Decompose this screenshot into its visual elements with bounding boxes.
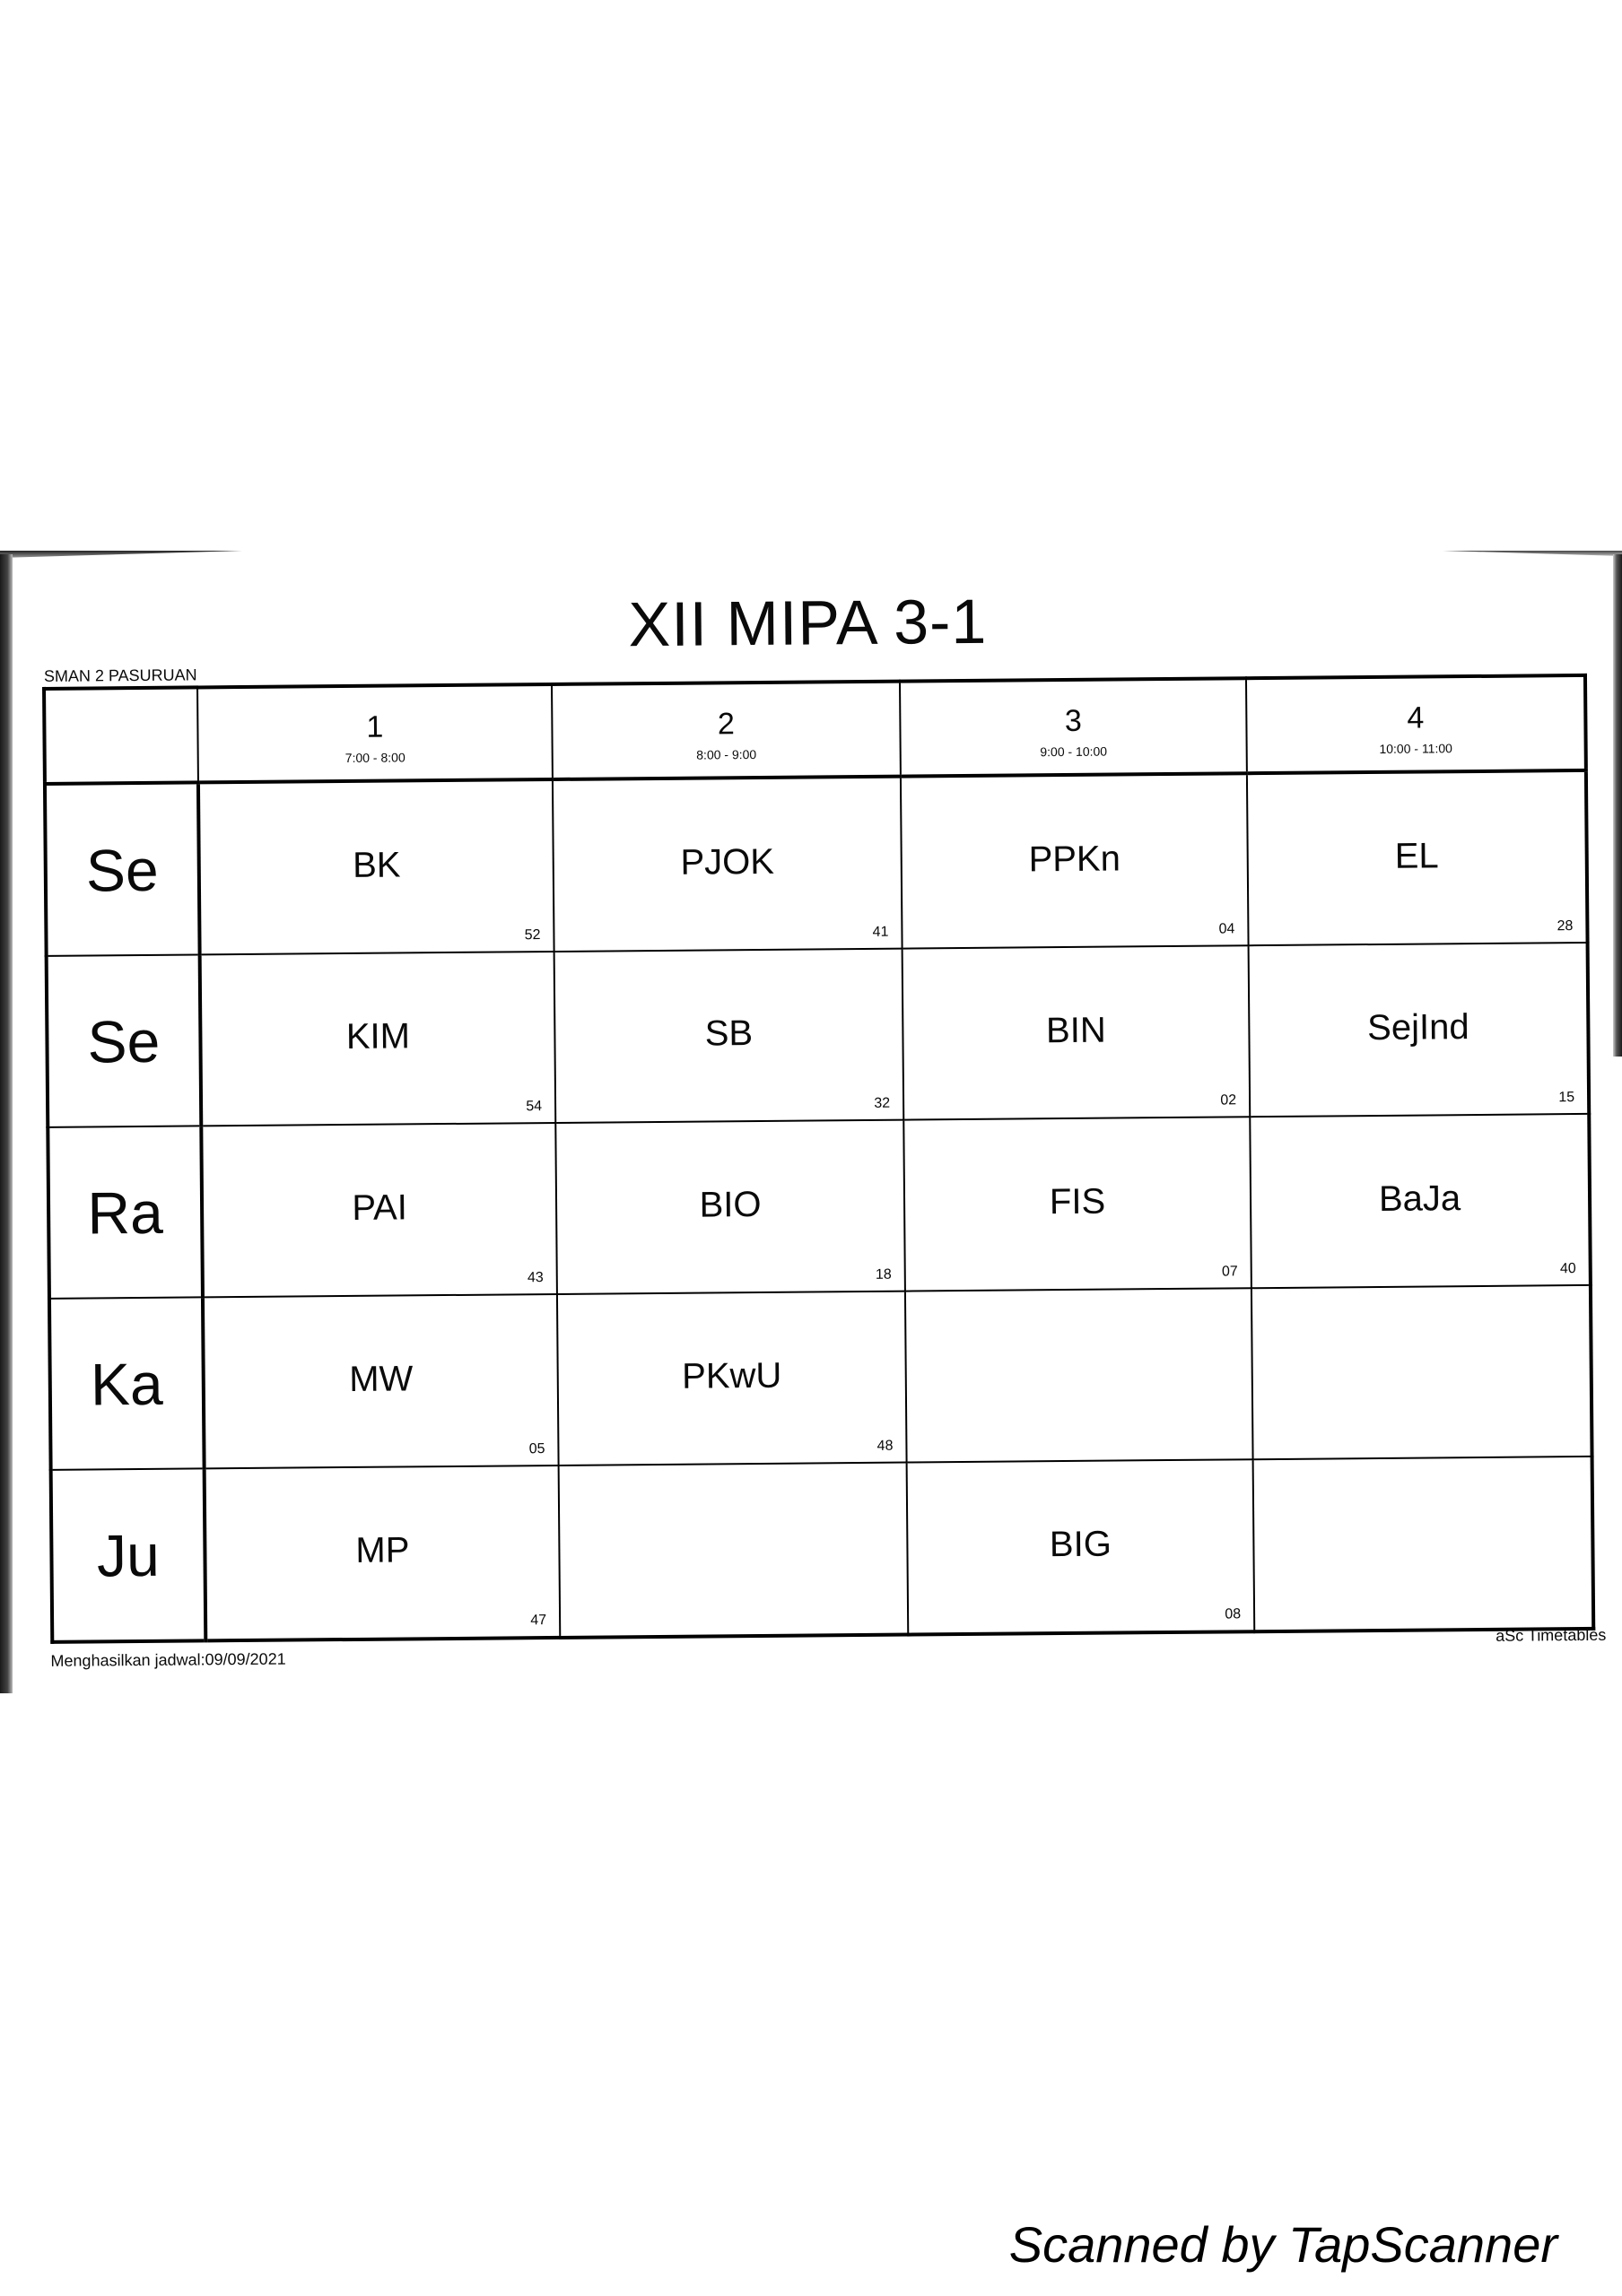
scanner-watermark: Scanned by TapScanner	[1008, 2216, 1557, 2273]
lesson-room: 18	[875, 1266, 892, 1283]
lesson-cell	[903, 945, 1251, 1119]
period-number: 3	[1064, 703, 1083, 738]
period-time: 8:00 - 9:00	[696, 746, 757, 762]
lesson-cell	[1247, 770, 1588, 945]
scan-edge-shadow	[1443, 551, 1622, 556]
period-number: 4	[1407, 700, 1425, 735]
generated-date: Menghasilkan jadwal:09/09/2021	[50, 1649, 286, 1670]
period-header	[197, 684, 553, 782]
lesson-room: 15	[1558, 1090, 1575, 1106]
day-label: Se	[45, 782, 200, 955]
lesson-subject: BIO	[699, 1184, 762, 1225]
lesson-subject	[907, 1352, 1251, 1354]
lesson-subject: PJOK	[680, 841, 775, 883]
day-row	[49, 1285, 1592, 1470]
lesson-cell	[901, 773, 1249, 948]
lesson-room: 08	[1225, 1606, 1242, 1622]
lesson-cell	[557, 1292, 907, 1465]
day-row	[48, 1114, 1591, 1299]
day-row	[51, 1457, 1594, 1642]
software-credit: aSc Timetables	[1496, 1625, 1607, 1645]
lesson-cell	[1249, 943, 1590, 1117]
lesson-cell	[905, 1288, 1253, 1462]
lesson-room: 48	[876, 1438, 894, 1454]
lesson-cell	[554, 949, 904, 1123]
scan-edge-shadow	[0, 554, 13, 1693]
lesson-room: 52	[524, 927, 541, 944]
lesson-subject	[560, 1526, 906, 1529]
period-time: 7:00 - 8:00	[344, 750, 406, 765]
lesson-subject: MP	[355, 1530, 410, 1570]
lesson-cell	[559, 1463, 909, 1638]
day-label: Se	[47, 954, 202, 1126]
period-number: 2	[717, 707, 736, 742]
lesson-subject: BK	[352, 845, 401, 885]
lesson-cell	[205, 1465, 561, 1640]
lesson-subject: BIN	[1045, 1010, 1106, 1051]
lesson-cell	[553, 777, 903, 952]
period-header	[900, 678, 1247, 776]
lesson-room: 40	[1559, 1261, 1576, 1277]
day-row	[45, 770, 1588, 956]
lesson-room: 47	[530, 1613, 547, 1629]
lesson-room: 02	[1220, 1092, 1237, 1109]
lesson-subject: FIS	[1049, 1181, 1106, 1222]
timetable-grid	[42, 674, 1595, 1644]
lesson-room: 32	[874, 1095, 891, 1111]
lesson-subject: BaJa	[1378, 1178, 1461, 1219]
period-header-row	[44, 675, 1586, 784]
lesson-room: 04	[1218, 921, 1235, 937]
corner-cell	[44, 687, 198, 783]
lesson-subject	[1254, 1520, 1591, 1523]
day-label: Ra	[48, 1126, 203, 1298]
timetable-sheet	[36, 570, 1622, 1686]
lesson-subject: PPKn	[1028, 839, 1121, 880]
lesson-room: 41	[872, 924, 889, 940]
lesson-cell	[903, 1117, 1251, 1291]
lesson-cell	[907, 1459, 1255, 1634]
day-label: Ka	[49, 1297, 205, 1469]
day-row	[47, 943, 1590, 1127]
period-time: 9:00 - 10:00	[1040, 744, 1108, 760]
lesson-cell	[203, 1294, 559, 1468]
lesson-subject: SejInd	[1366, 1007, 1469, 1048]
lesson-subject: PKwU	[681, 1355, 782, 1396]
day-label: Ju	[51, 1468, 206, 1641]
scan-edge-shadow	[0, 551, 242, 558]
lesson-cell	[201, 1123, 557, 1297]
period-time: 10:00 - 11:00	[1379, 741, 1452, 756]
lesson-room: 54	[526, 1099, 543, 1115]
lesson-subject: BIG	[1049, 1524, 1112, 1565]
lesson-subject: MW	[349, 1359, 414, 1399]
lesson-cell	[1253, 1457, 1594, 1631]
lesson-cell	[1250, 1114, 1591, 1288]
lesson-subject: KIM	[345, 1016, 411, 1057]
lesson-cell	[198, 779, 554, 954]
lesson-room: 43	[527, 1270, 544, 1286]
lesson-subject: EL	[1394, 836, 1439, 876]
lesson-subject	[1253, 1349, 1590, 1352]
lesson-room: 07	[1221, 1264, 1238, 1280]
period-header	[552, 682, 901, 779]
lesson-cell	[200, 952, 556, 1126]
lesson-room: 28	[1557, 918, 1574, 935]
period-header	[1246, 675, 1586, 773]
lesson-cell	[555, 1120, 905, 1294]
lesson-subject: PAI	[352, 1187, 408, 1228]
lesson-room: 05	[528, 1441, 545, 1457]
period-number: 1	[366, 709, 384, 744]
class-title: XII MIPA 3-1	[628, 586, 988, 660]
lesson-subject: SB	[704, 1013, 754, 1054]
school-name: SMAN 2 PASURUAN	[43, 665, 197, 685]
lesson-cell	[1251, 1285, 1592, 1459]
